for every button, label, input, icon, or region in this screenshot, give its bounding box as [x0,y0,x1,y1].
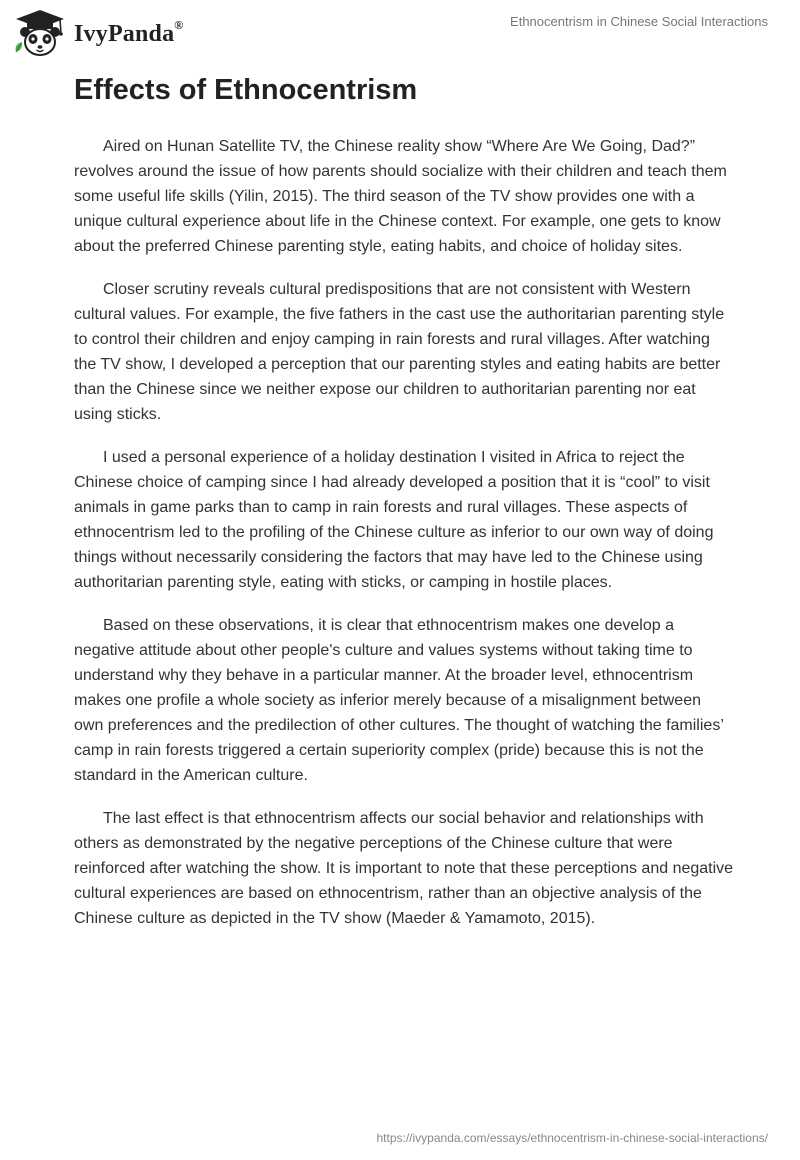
paragraph: Closer scrutiny reveals cultural predispositions that are not consistent with Western cultural values. For example, the five fathers in the cast use the authoritarian parenting style to control their children and enjoy camping in rain forests and rural villages. After watching the TV show, I developed a perception that our parenting styles and eating habits are better than the Chinese since we neither expose our children to authoritarian parenting nor eat using sticks. [74,281,725,423]
paragraph: Aired on Hunan Satellite TV, the Chinese reality show “Where Are We Going, Dad?” revolves around the issue of how parents should socialize with their children and teach them some useful life skills (Yilin, 2015). The third season of the TV show provides one with a unique cultural experience about life in the Chinese context. For example, one gets to know about the preferred Chinese parenting style, eating habits, and choice of holiday sites. [74,138,727,255]
brand-name: IvyPanda® [74,17,184,47]
article-body [74,134,734,949]
paragraph: The last effect is that ethnocentrism affects our social behavior and relationships with others as demonstrated by the negative perceptions of the Chinese culture that were reinforced after watching the show. It is important to note that these perceptions and negative cultural experiences are based on ethnocentrism, rather than an objective analysis of the Chinese culture as depicted in the TV show (Maeder & Yamamoto, 2015). [74,810,734,927]
document-title: Ethnocentrism in Chinese Social Interactions [510,14,768,29]
section-heading: Effects of Ethnocentrism [74,74,418,106]
panda-graduate-icon [12,8,68,58]
page-header [0,0,800,70]
paragraph: Based on these observations, it is clear that ethnocentrism makes one develop a negative attitude about other people's culture and values systems without taking time to understand why they behave in a particular manner. At the broader level, ethnocentrism makes one profile a whole society as inferior merely because of a misalignment between own preferences and the predilection of other cultures. The thought of watching the families’ camp in rain forests triggered a certain superiority complex (pride) because this is not the standard in the American culture. [74,617,724,784]
ivypanda-logo[interactable] [12,8,183,58]
registered-mark: ® [174,17,184,32]
paragraph: I used a personal experience of a holiday destination I visited in Africa to reject the Chinese choice of camping since I had already developed a position that it is “cool” to visit animals in game parks than to camp in rain forests and rural villages. These aspects of ethnocentrism led to the profiling of the Chinese culture as inferior to our own way of doing things without necessarily considering the factors that may have led to the Chinese using authoritarian parenting style, eating with sticks, or camping in hostile places. [74,449,714,591]
source-url[interactable]: https://ivypanda.com/essays/ethnocentrism-in-chinese-social-interactions/ [376,1131,768,1145]
